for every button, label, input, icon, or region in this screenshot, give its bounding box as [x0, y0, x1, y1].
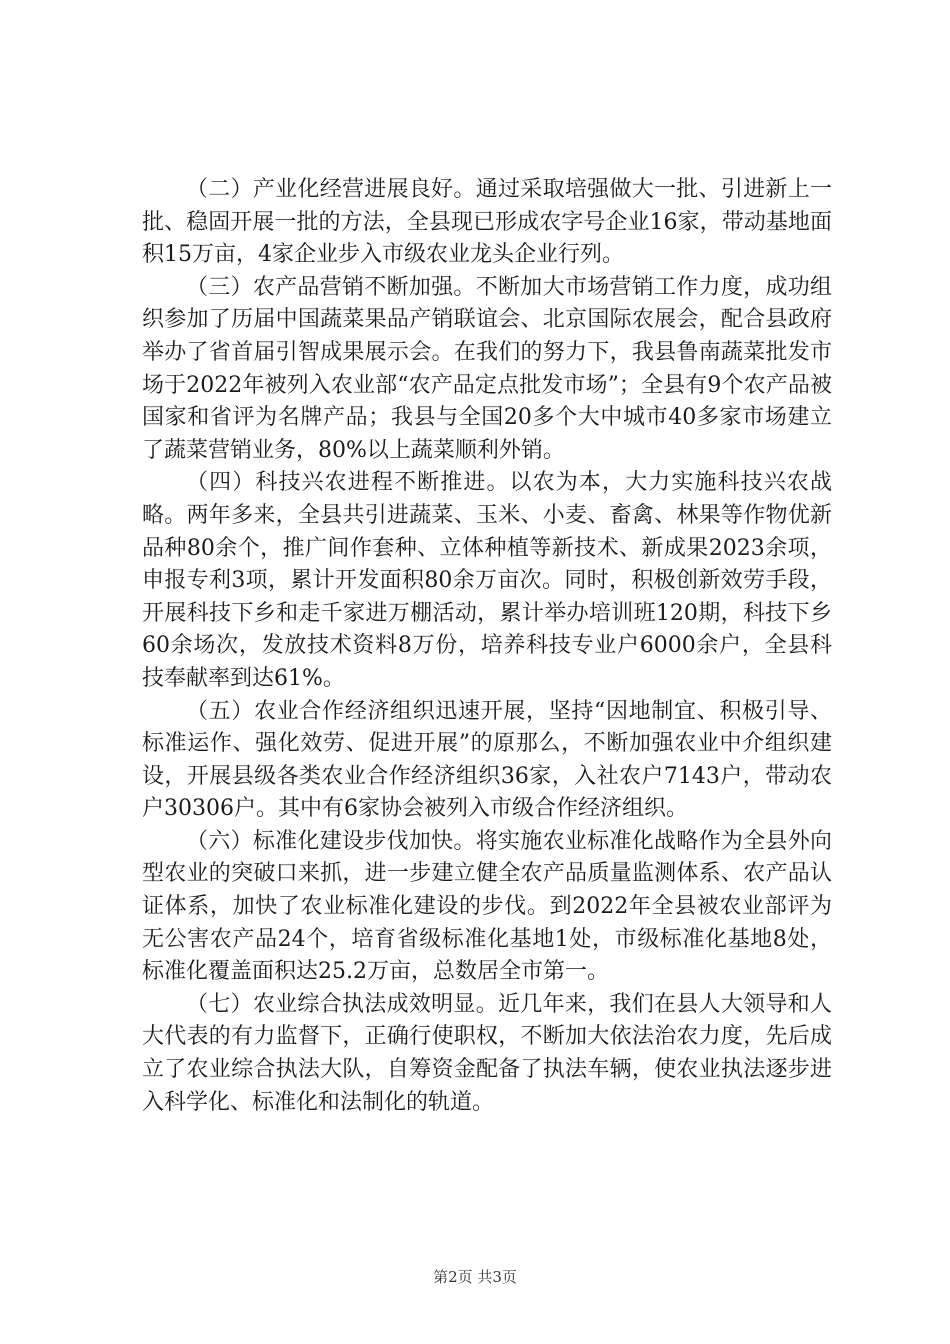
paragraph-law-enforcement: （七）农业综合执法成效明显。近几年来，我们在县人大领导和人大代表的有力监督下，正确行使职权，不断加大依法治农力度，先后成立了农业综合执法大队，自筹资金配备了执法车辆，使农业执法逐步进入科学化、标准化和法制化的轨道。: [142, 991, 832, 1115]
paragraph-standardization: （六）标准化建设步伐加快。将实施农业标准化战略作为全县外向型农业的突破口来抓，进一步建立健全农产品质量监测体系、农产品认证体系，加快了农业标准化建设的步伐。到2022年全县被农业部评为无公害农产品24个，培育省级标准化基地1处，市级标准化基地8处，标准化覆盖面积达25.2万亩，总数居全市第一。: [142, 828, 832, 985]
paragraph-technology: （四）科技兴农进程不断推进。以农为本，大力实施科技兴农战略。两年多来，全县共引进蔬菜、玉米、小麦、畜禽、林果等作物优新品种80余个，推广间作套种、立体种植等新技术、新成果2023余项，申报专利3项，累计开发面积80余万亩次。同时，积极创新效劳手段，开展科技下乡和走千家进万棚活动，累计举办培训班120期，科技下乡60余场次，发放技术资料8万份，培养科技专业户6000余户，全县科技奉献率到达61%。: [142, 470, 832, 691]
page-number: 第2页 共3页: [433, 1268, 517, 1286]
page-footer: [0, 1266, 950, 1287]
paragraph-industrialization: （二）产业化经营进展良好。通过采取培强做大一批、引进新上一批、稳固开展一批的方法，全县现已形成农字号企业16家，带动基地面积15万亩，4家企业步入市级农业龙头企业行列。: [142, 177, 832, 268]
paragraph-cooperatives: （五）农业合作经济组织迅速开展，坚持“因地制宜、积极引导、标准运作、强化效劳、促进开展”的原那么，不断加强农业中介组织建设，开展县级各类农业合作经济组织36家，入社农户7143户，带动农户30306户。其中有6家协会被列入市级合作经济组织。: [142, 698, 832, 822]
paragraph-marketing: （三）农产品营销不断加强。不断加大市场营销工作力度，成功组织参加了历届中国蔬菜果品产销联谊会、北京国际农展会，配合县政府举办了省首届引智成果展示会。在我们的努力下，我县鲁南蔬菜批发市场于2022年被列入农业部“农产品定点批发市场”；全县有9个农产品被国家和省评为名牌产品；我县与全国20多个大中城市40多家市场建立了蔬菜营销业务，80%以上蔬菜顺利外销。: [142, 274, 832, 463]
document-body: [142, 174, 832, 1119]
